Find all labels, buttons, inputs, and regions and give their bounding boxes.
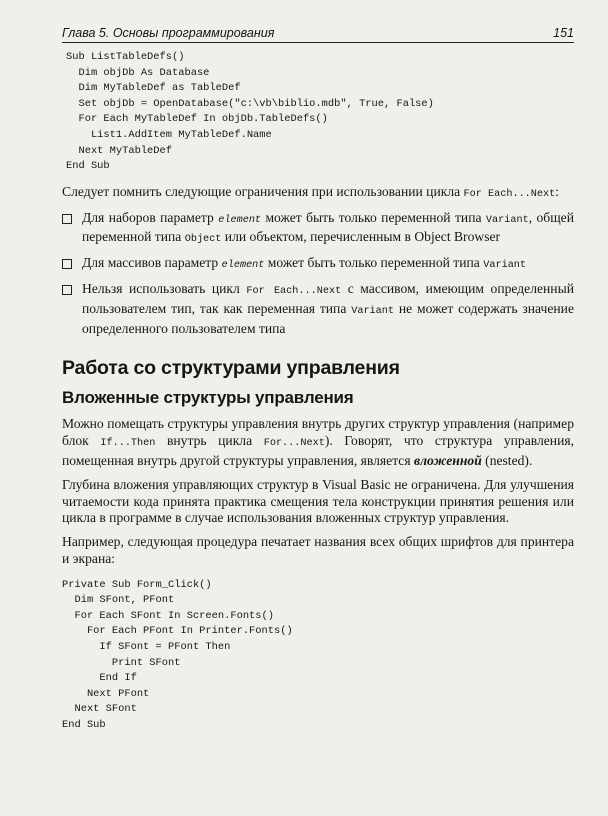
code-line: For Each SFont In Screen.Fonts() <box>62 609 275 622</box>
code-listing-2 <box>62 578 574 734</box>
section-heading: Работа со структурами управления <box>62 357 400 380</box>
inline-code: element <box>221 260 265 272</box>
inline-code: Variant <box>483 260 527 272</box>
code-line: Next MyTableDef <box>66 144 173 157</box>
checkbox-bullet-icon <box>62 214 72 224</box>
code-line: Sub ListTableDefs() <box>66 51 185 63</box>
code-line: Dim SFont, PFont <box>62 594 175 607</box>
code-line: End Sub <box>66 160 110 173</box>
code-line: For Each PFont In Printer.Fonts() <box>62 625 293 638</box>
code-line: Dim MyTableDef as TableDef <box>66 82 241 95</box>
code-line: Set objDb = OpenDatabase("c:\vb\biblio.mdb", True, False) <box>66 97 434 110</box>
code-line: End Sub <box>62 719 106 732</box>
code-line: Next SFont <box>62 703 137 716</box>
code-line: List1.AddItem MyTableDef.Name <box>66 128 272 141</box>
list-item: Нельзя использовать цикл For Each...Next с массивом, имеющим определенный пользователем тип, так как переменная типа Variant не может содержать значение определенного пользователем типа <box>62 281 574 337</box>
intro-paragraph: Следует помнить следующие ограничения при использовании цикла For Each...Next: <box>62 183 560 200</box>
code-line: For Each MyTableDef In objDb.TableDefs() <box>66 113 328 126</box>
inline-code: For Each...Next <box>246 285 342 297</box>
inline-code: Variant <box>485 214 529 226</box>
subsection-heading: Вложенные структуры управления <box>62 388 354 408</box>
inline-code: element <box>218 214 262 226</box>
code-line: Dim objDb As Database <box>66 66 210 79</box>
list-item: Для массивов параметр element может быть только переменной типа Variant <box>62 255 574 275</box>
running-header <box>62 20 574 43</box>
inline-code: For...Next <box>263 438 325 450</box>
checkbox-bullet-icon <box>62 259 72 269</box>
restrictions-list <box>62 210 574 338</box>
inline-code: Variant <box>351 305 395 317</box>
page-number: 151 <box>553 26 574 40</box>
code-line: Private Sub Form_Click() <box>62 578 212 591</box>
chapter-title: Глава 5. Основы программирования <box>62 26 275 40</box>
code-line: End If <box>62 672 137 685</box>
code-line: Print SFont <box>62 656 181 669</box>
inline-code: If...Then <box>100 438 156 450</box>
term: вложенной <box>414 452 482 468</box>
body-paragraph: Можно помещать структуры управления внутрь других структур управления (например блок If...Then внутрь цикла For...Next). Говорят, что структура управления, помещенная внутрь другой структуры управления, является вложенной (nested). <box>62 416 574 468</box>
body-paragraph: Например, следующая процедура печатает названия всех общих шрифтов для принтера и экрана: <box>62 534 574 566</box>
inline-code: Object <box>184 234 222 246</box>
checkbox-bullet-icon <box>62 285 72 295</box>
body-paragraph: Глубина вложения управляющих структур в Visual Basic не ограничена. Для улучшения читаемости кода принята практика смещения тела конструкции принятия решения или цикла в программе в случае использования вложенных структур управления. <box>62 476 574 526</box>
code-listing-1 <box>66 50 574 175</box>
list-item: Для наборов параметр element может быть только переменной типа Variant, общей переменной типа Object или объектом, перечисленным в Object Browser <box>62 210 574 250</box>
code-line: Next PFont <box>62 687 150 700</box>
code-line: If SFont = PFont Then <box>62 641 231 654</box>
inline-code: For Each...Next <box>463 188 556 200</box>
